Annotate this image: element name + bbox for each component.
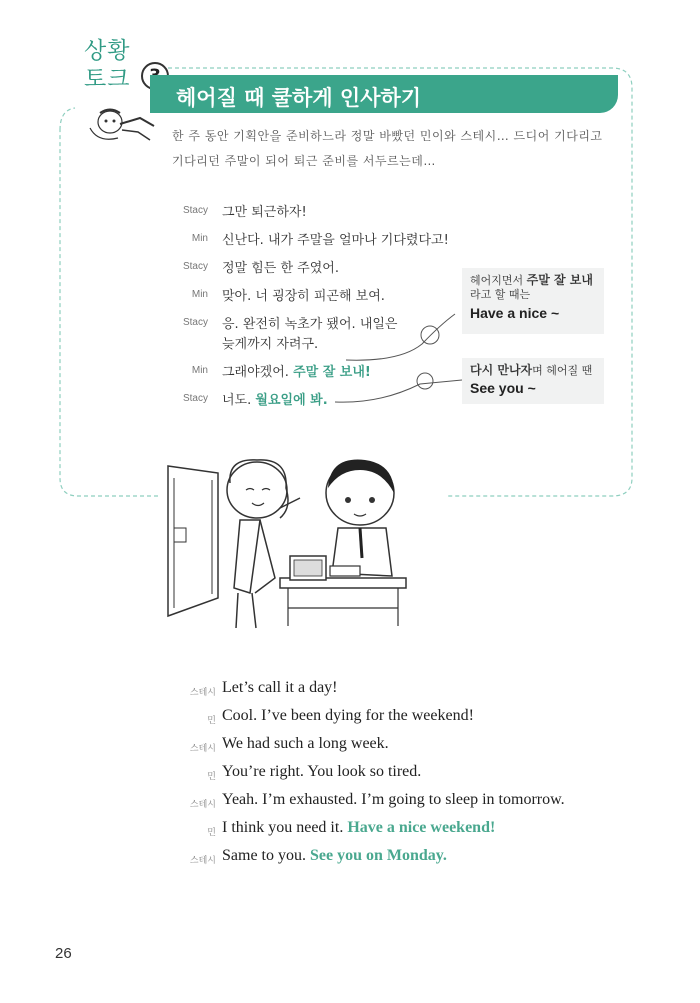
dialogue-line: Cool. I’ve been dying for the weekend! bbox=[222, 707, 474, 724]
dialogue-line: 정말 힘든 한 주였어. bbox=[222, 261, 339, 276]
speaker-label: 스테시 bbox=[189, 800, 216, 810]
page-number: 26 bbox=[55, 945, 72, 962]
key-expression: Have a nice weekend! bbox=[347, 819, 496, 836]
tip-phrase: See you ~ bbox=[470, 380, 536, 396]
dialogue-line: 그만 퇴근하자! bbox=[222, 205, 307, 220]
office-illustration bbox=[160, 448, 420, 638]
tip-caption: 다시 만나자며 헤어질 땐 bbox=[470, 363, 593, 377]
tip-connector-2 bbox=[335, 380, 462, 402]
badge-top-word: 상황 bbox=[84, 38, 131, 64]
badge-bottom-word: 토크 bbox=[84, 66, 131, 92]
tip-box-have-a-nice bbox=[462, 268, 604, 334]
dialogue-line: Let’s call it a day! bbox=[222, 679, 338, 696]
speaker-label: Min bbox=[191, 365, 208, 376]
key-expression: 주말 잘 보내! bbox=[293, 365, 371, 380]
dialogue-text: 너도. bbox=[222, 393, 256, 408]
speaker-label: 스테시 bbox=[189, 744, 216, 754]
dialogue-line: You’re right. You look so tired. bbox=[222, 763, 422, 780]
dialogue-line: 응. 완전히 녹초가 됐어. 내일은 bbox=[222, 317, 398, 332]
speaker-label: 스테시 bbox=[189, 856, 216, 866]
intro-line-1: 한 주 동안 기획안을 준비하느라 정말 바빴던 민이와 스테시… 드디어 기다리고 bbox=[172, 129, 603, 143]
speaker-label: 민 bbox=[207, 828, 216, 838]
page-title: 헤어질 때 쿨하게 인사하기 bbox=[176, 86, 422, 110]
tip-caption-line2: 라고 할 때는 bbox=[470, 288, 531, 301]
speaker-label: Min bbox=[191, 289, 208, 300]
tip-caption: 헤어지면서 주말 잘 보내 bbox=[470, 273, 593, 287]
speaker-label: Stacy bbox=[182, 393, 208, 404]
speaker-label: Min bbox=[191, 233, 208, 244]
key-expression: 월요일에 봐. bbox=[255, 393, 328, 408]
dialogue-line: 신난다. 내가 주말을 얼마나 기다렸다고! bbox=[222, 233, 449, 248]
dialogue-line bbox=[222, 819, 495, 837]
intro-line-2: 기다리던 주말이 되어 퇴근 준비를 서두르는데… bbox=[172, 154, 436, 168]
dialogue-line: Yeah. I’m exhausted. I’m going to sleep in tomorrow. bbox=[222, 791, 565, 808]
dialogue-line bbox=[222, 361, 371, 380]
key-expression: See you on Monday. bbox=[310, 847, 447, 864]
dialogue-line-continued: 늦게까지 자려구. bbox=[222, 337, 319, 352]
speaker-label: Stacy bbox=[182, 317, 208, 328]
dialogue-line bbox=[222, 847, 447, 865]
dialogue-text: I think you need it. bbox=[222, 819, 348, 836]
tip-phrase: Have a nice ~ bbox=[470, 305, 560, 321]
dialogue-text: Same to you. bbox=[222, 847, 310, 864]
speaker-label: Stacy bbox=[182, 205, 208, 216]
speaker-label: Stacy bbox=[182, 261, 208, 272]
tip-box-see-you bbox=[462, 358, 604, 404]
dialogue-line: We had such a long week. bbox=[222, 735, 389, 752]
dialogue-text: 그래야겠어. bbox=[222, 365, 294, 380]
speaker-label: 민 bbox=[207, 772, 216, 782]
dialogue-line: 맞아. 너 굉장히 피곤해 보여. bbox=[222, 289, 385, 304]
dialogue-line bbox=[222, 389, 328, 408]
speaker-label: 민 bbox=[207, 716, 216, 726]
speaker-label: 스테시 bbox=[189, 688, 216, 698]
